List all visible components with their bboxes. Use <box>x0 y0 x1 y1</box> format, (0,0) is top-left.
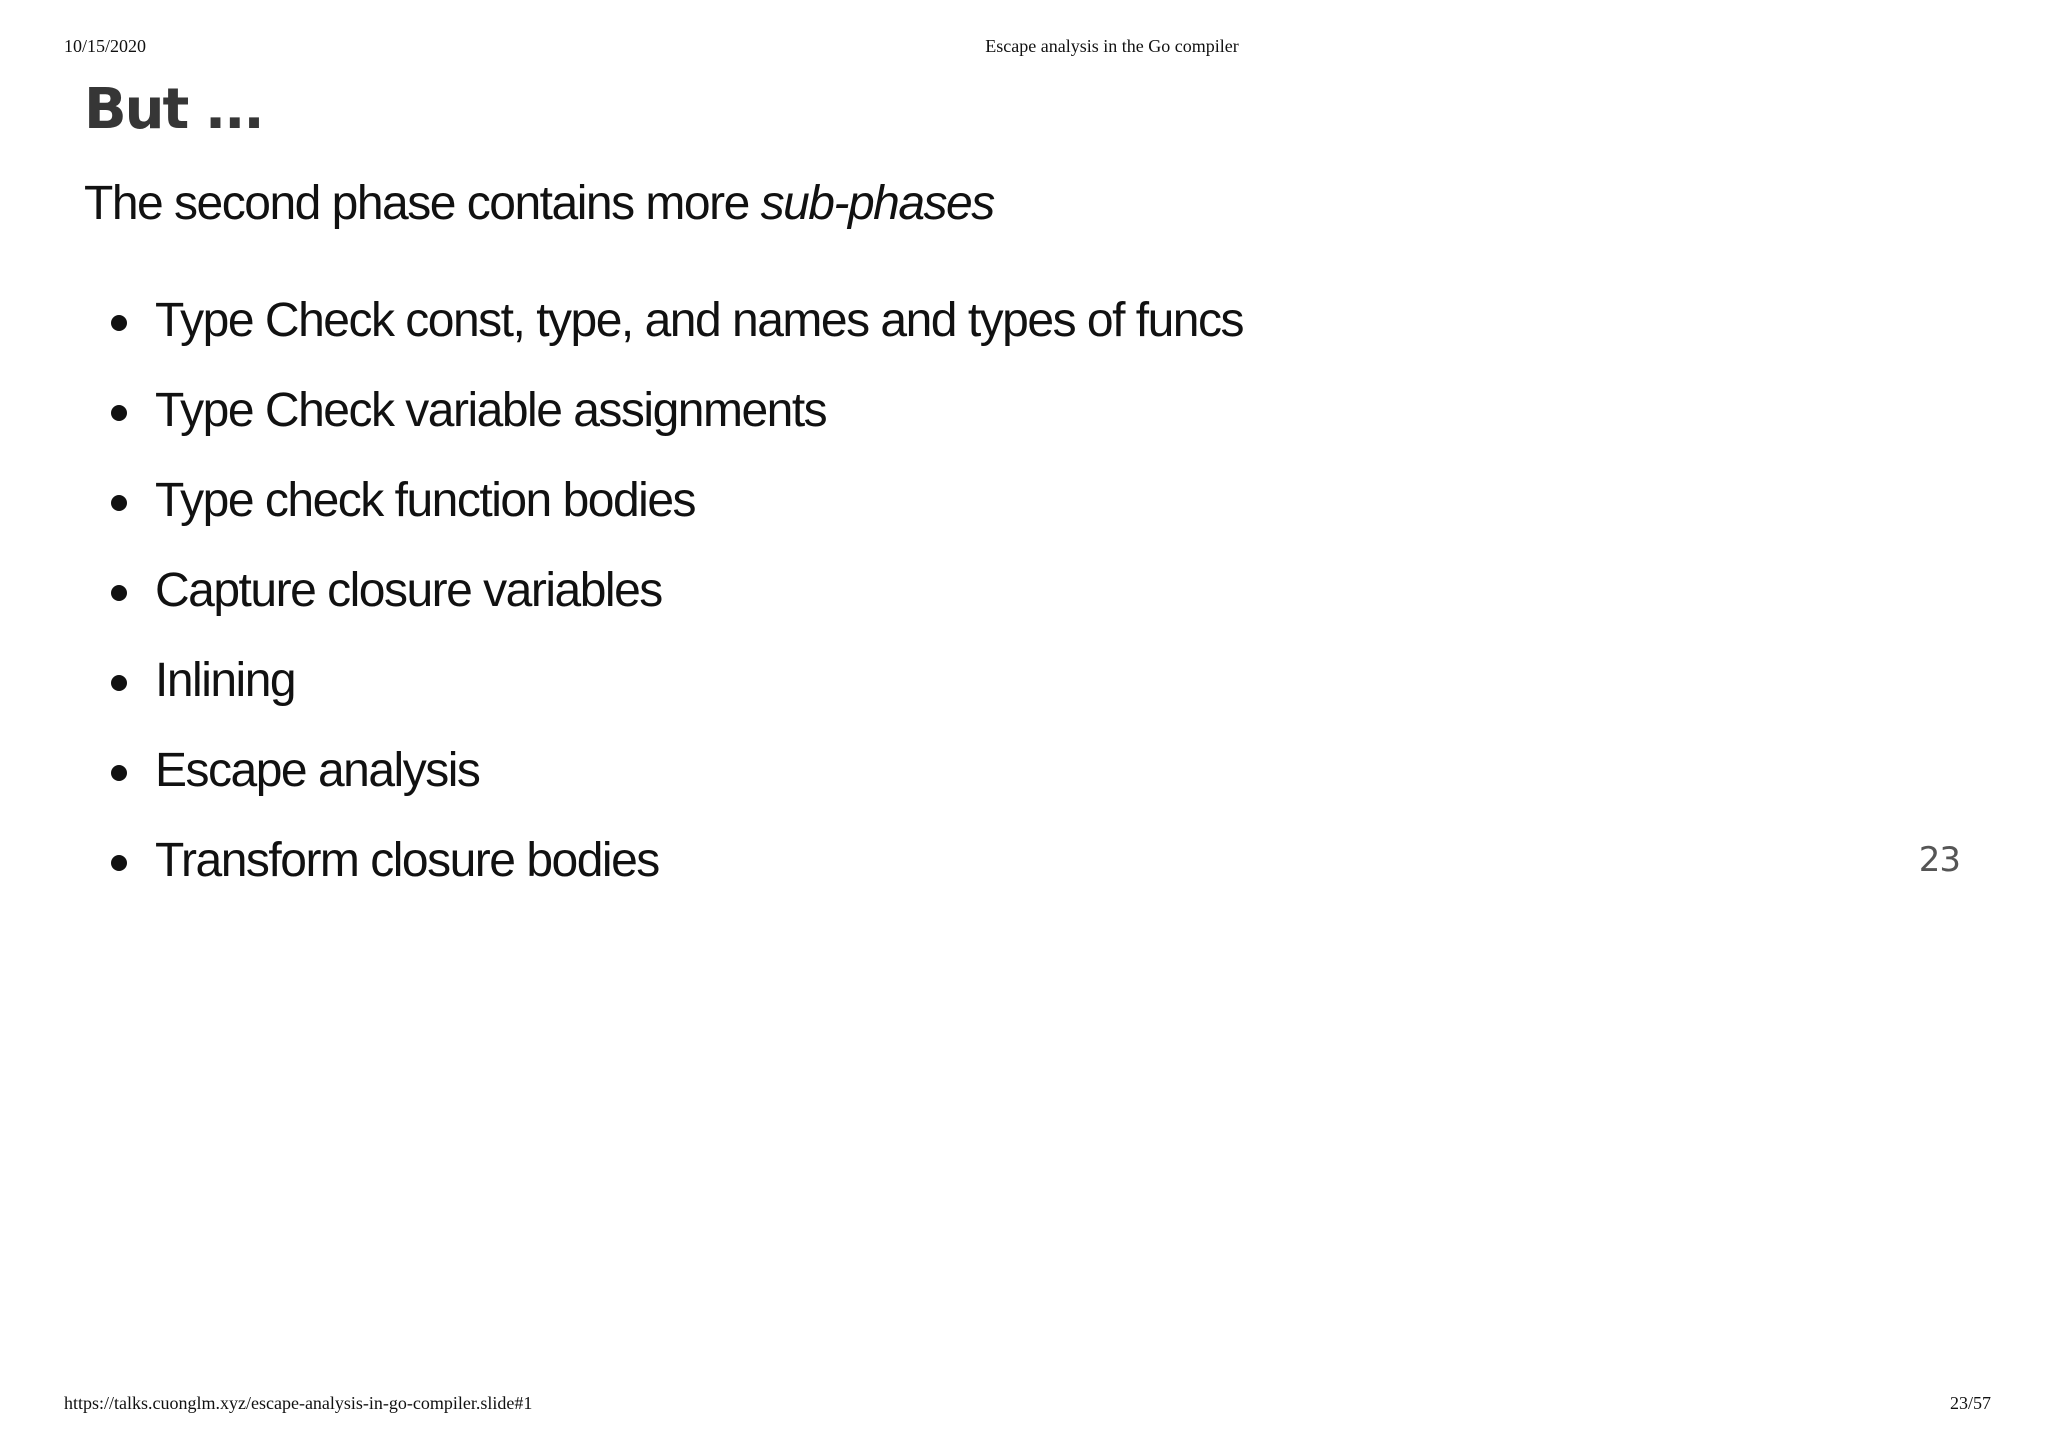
slide-intro-emphasis: sub-phases <box>760 177 994 230</box>
bullet-icon <box>111 765 127 781</box>
list-item-text: Type Check variable assignments <box>155 384 827 437</box>
slide-intro-text: The second phase contains more <box>84 177 761 230</box>
bullet-icon <box>111 495 127 511</box>
list-item-text: Type check function bodies <box>155 474 696 527</box>
print-page-count: 23/57 <box>1949 1393 1991 1413</box>
list-item <box>0 366 1500 456</box>
slide-title: But ... <box>84 77 263 142</box>
list-item-text: Transform closure bodies <box>155 834 659 887</box>
slide-intro <box>84 174 994 234</box>
bullet-icon <box>111 675 127 691</box>
list-item <box>0 456 1500 546</box>
bullet-icon <box>111 585 127 601</box>
bullet-icon <box>111 405 127 421</box>
list-item <box>0 636 1500 726</box>
print-url: https://talks.cuonglm.xyz/escape-analysis-in-go-compiler.slide#1 <box>64 1393 533 1413</box>
bullet-icon <box>111 855 127 871</box>
list-item <box>0 276 1500 366</box>
print-page-title: Escape analysis in the Go compiler <box>985 36 1239 56</box>
list-item <box>0 816 1500 906</box>
print-footer <box>0 1393 2048 1417</box>
bullet-icon <box>111 315 127 331</box>
list-item <box>0 546 1500 636</box>
slide <box>0 64 2048 924</box>
print-date: 10/15/2020 <box>64 36 147 56</box>
list-item-text: Type Check const, type, and names and types of funcs <box>155 294 1243 347</box>
list-item-text: Escape analysis <box>155 744 480 797</box>
print-header <box>0 36 2048 60</box>
bullet-list <box>0 276 1500 906</box>
list-item-text: Inlining <box>155 654 296 707</box>
slide-number: 23 <box>1918 840 1960 880</box>
list-item-text: Capture closure variables <box>155 564 662 617</box>
list-item <box>0 726 1500 816</box>
